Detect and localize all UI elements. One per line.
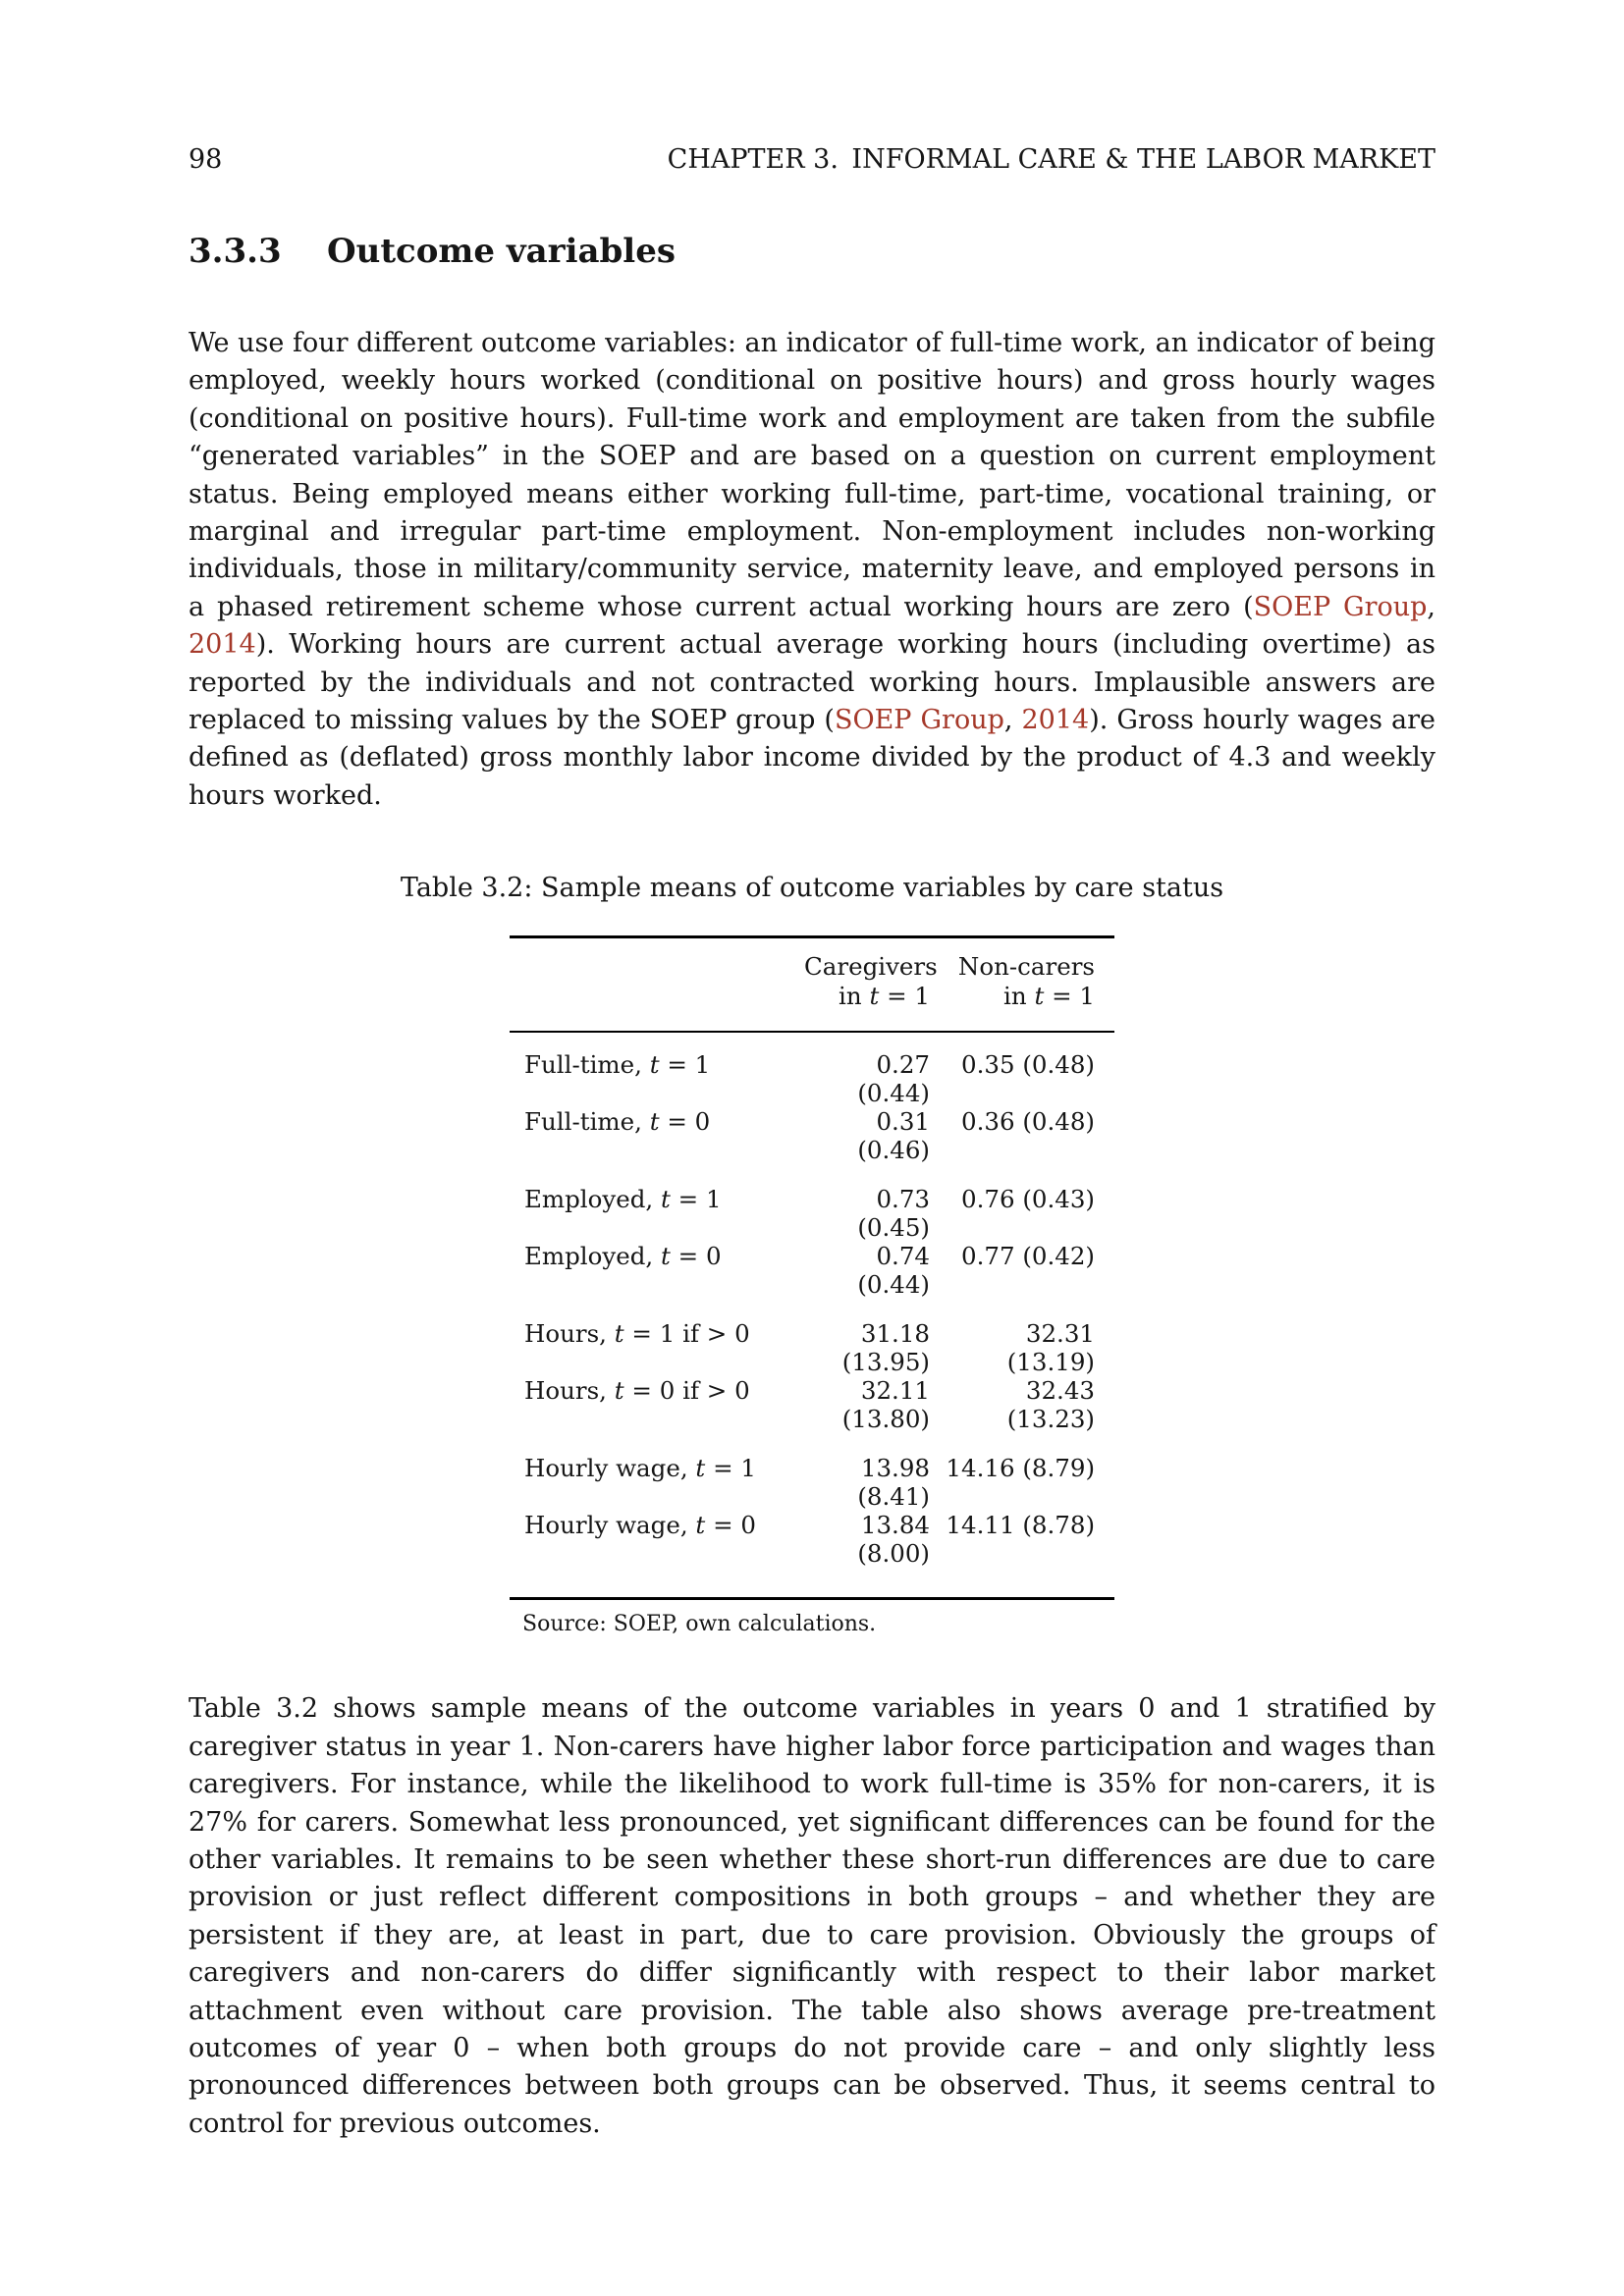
noncarers-value: 14.16 (8.79) — [946, 1454, 1095, 1483]
section-number: 3.3.3 — [189, 232, 282, 271]
text-run: , — [1003, 705, 1022, 736]
caregivers-value: 31.18 (13.95) — [841, 1319, 930, 1377]
math-var-t: t — [695, 1511, 706, 1540]
text-run: We use four different outcome variables: an indicator of full-time work, an indicator of being employed, weekly hours worked (conditional on positive hours) and gross hourly wages (conditional on positive hours). Full-time work and employment are taken from the subfile “generated variables” in the SOEP and are based on a question on current employment status. Being employed means either working full-time, part-time, vocational training, or marginal and irregular part-time employment. Non-employment includes non-working individuals, those in military/community service, maternity leave, and employed persons in a phased retirement scheme whose current actual working hours are zero ( — [189, 328, 1435, 622]
math-var-t: t — [614, 1319, 624, 1349]
math-var-t: t — [695, 1454, 706, 1483]
text-run: , — [1427, 591, 1435, 622]
row-label: Employed, t = 1 — [524, 1185, 722, 1214]
text-run: Table 3.2 shows sample means of the outcome variables in years 0 and 1 stratified by caregiver status in year 1. Non-carers have higher labor force participation and wages than caregivers. For instance, while the likelihood to work full-time is 35% for non-carers, it is 27% for carers. Somewhat less pronounced, yet significant differences can be found for the other variables. It remains to be seen whether these short-run differences are due to care provision or just reflect different compositions in both groups – and whether they are persistent if they are, at least in part, due to care provision. Obviously the groups of caregivers and non-carers do differ significantly with respect to their labor market attachment even without care provision. The table also shows average pre-treatment outcomes of year 0 – when both groups do not provide care – and only slightly less pronounced differences between both groups can be observed. Thus, it seems central to control for previous outcomes. — [189, 1693, 1435, 2139]
caregivers-value: 0.73 (0.45) — [857, 1185, 930, 1243]
row-label: Full-time, t = 0 — [524, 1107, 711, 1137]
running-head — [189, 143, 1435, 176]
citation-link[interactable]: SOEP Group — [834, 705, 1004, 736]
table-row — [510, 1032, 1114, 1107]
citation-link[interactable]: 2014 — [1021, 705, 1090, 736]
table-row — [510, 1164, 1114, 1242]
math-var-t: t — [649, 1050, 660, 1080]
row-label: Hours, t = 1 if > 0 — [524, 1319, 750, 1349]
empty-header-cell — [510, 937, 804, 1033]
row-label: Hours, t = 0 if > 0 — [524, 1376, 750, 1406]
table-row — [510, 1511, 1114, 1599]
table-source-note: Source: SOEP, own calculations. — [522, 1612, 877, 1637]
math-var-t: t — [614, 1376, 624, 1406]
noncarers-value: 0.77 (0.42) — [960, 1242, 1095, 1271]
section-title: Outcome variables — [327, 232, 676, 271]
col-header-line2-tail: = 1 — [879, 982, 930, 1011]
sample-means-table — [510, 935, 1114, 1600]
table-row — [510, 1299, 1114, 1376]
text-run: ). Working hours are current actual average working hours (including overtime) as reported by the individuals and not contracted working hours. Implausible answers are replaced to missing values by the SOEP group ( — [189, 629, 1435, 736]
math-var-t: t — [869, 982, 880, 1011]
row-label: Employed, t = 0 — [524, 1242, 722, 1271]
col-header-line1: Non-carers — [957, 952, 1095, 982]
table-row — [510, 1376, 1114, 1433]
table-header-row — [510, 937, 1114, 1033]
row-label: Hourly wage, t = 0 — [524, 1511, 756, 1540]
table-row — [510, 1433, 1114, 1511]
page-number: 98 — [189, 144, 223, 175]
col-header-line2: in — [1003, 982, 1035, 1011]
paragraph-table-discussion — [189, 1690, 1435, 2143]
col-header-noncarers — [942, 937, 1114, 1033]
col-header-line1: Caregivers — [804, 952, 938, 982]
citation-link[interactable]: 2014 — [189, 629, 256, 661]
caregivers-value: 13.84 (8.00) — [857, 1511, 930, 1569]
math-var-t: t — [649, 1107, 660, 1137]
caregivers-value: 0.27 (0.44) — [857, 1050, 930, 1108]
paragraph-outcome-variables — [189, 325, 1435, 815]
noncarers-value: 32.31 (13.19) — [1006, 1319, 1095, 1377]
row-label: Hourly wage, t = 1 — [524, 1454, 756, 1483]
row-label: Full-time, t = 1 — [524, 1050, 711, 1080]
section-heading — [189, 231, 1435, 272]
table-3-2 — [510, 935, 1114, 1637]
noncarers-value: 0.36 (0.48) — [960, 1107, 1095, 1137]
citation-link[interactable]: SOEP Group — [1253, 591, 1428, 622]
table-caption: Table 3.2: Sample means of outcome variables by care status — [400, 873, 1224, 904]
noncarers-value: 32.43 (13.23) — [1006, 1376, 1095, 1434]
col-header-line2: in — [839, 982, 870, 1011]
table-row — [510, 1242, 1114, 1299]
caregivers-value: 13.98 (8.41) — [857, 1454, 930, 1512]
noncarers-value: 14.11 (8.78) — [946, 1511, 1095, 1540]
caregivers-value: 32.11 (13.80) — [841, 1376, 930, 1434]
noncarers-value: 0.35 (0.48) — [960, 1050, 1095, 1080]
caregivers-value: 0.31 (0.46) — [857, 1107, 930, 1165]
text-run: ). Gross hourly wages are defined as (deflated) gross monthly labor income divided by the product of 4.3 and weekly hours worked. — [189, 705, 1435, 811]
math-var-t: t — [661, 1185, 671, 1214]
math-var-t: t — [1034, 982, 1045, 1011]
table-row — [510, 1107, 1114, 1164]
noncarers-value: 0.76 (0.43) — [960, 1185, 1095, 1214]
chapter-header: CHAPTER 3. INFORMAL CARE & THE LABOR MARKET — [667, 144, 1435, 175]
caregivers-value: 0.74 (0.44) — [857, 1242, 930, 1300]
col-header-caregivers — [804, 937, 942, 1033]
math-var-t: t — [661, 1242, 671, 1271]
col-header-line2-tail: = 1 — [1044, 982, 1095, 1011]
